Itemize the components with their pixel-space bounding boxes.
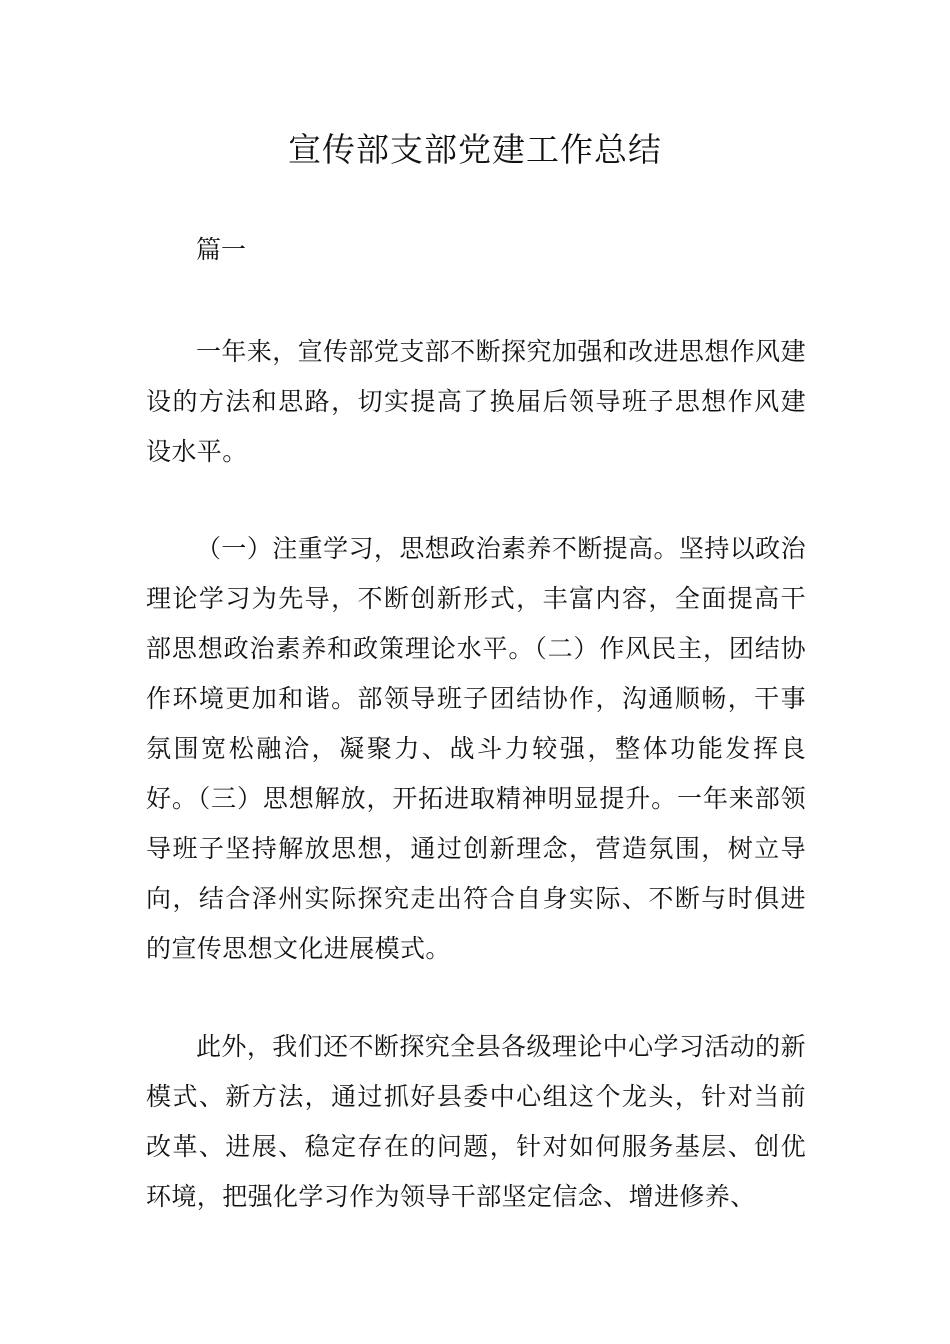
section-label: 篇一: [196, 235, 247, 264]
paragraph-2: （一）注重学习，思想政治素养不断提高。坚持以政治理论学习为先导，不断创新形式，丰富内容，全面提高干部思想政治素养和政策理论水平。（二）作风民主，团结协作环境更加和谐。部领导班子团结协作，沟通顺畅，干事氛围宽松融洽，凝聚力、战斗力较强，整体功能发挥良好。（三）思想解放，开拓进取精神明显提升。一年来部领导班子坚持解放思想，通过创新理念，营造氛围，树立导向，结合泽州实际探究走出符合自身实际、不断与时俱进的宣传思想文化进展模式。: [146, 534, 806, 963]
document-title: 宣传部支部党建工作总结: [288, 130, 662, 169]
paragraph-1: 一年来，宣传部党支部不断探究加强和改进思想作风建设的方法和思路，切实提高了换届后领导班子思想作风建设水平。: [146, 337, 806, 466]
paragraph-3: 此外，我们还不断探究全县各级理论中心学习活动的新模式、新方法，通过抓好县委中心组这个龙头，针对当前改革、进展、稳定存在的问题，针对如何服务基层、创优环境，把强化学习作为领导干部坚定信念、增进修养、: [146, 1032, 806, 1211]
